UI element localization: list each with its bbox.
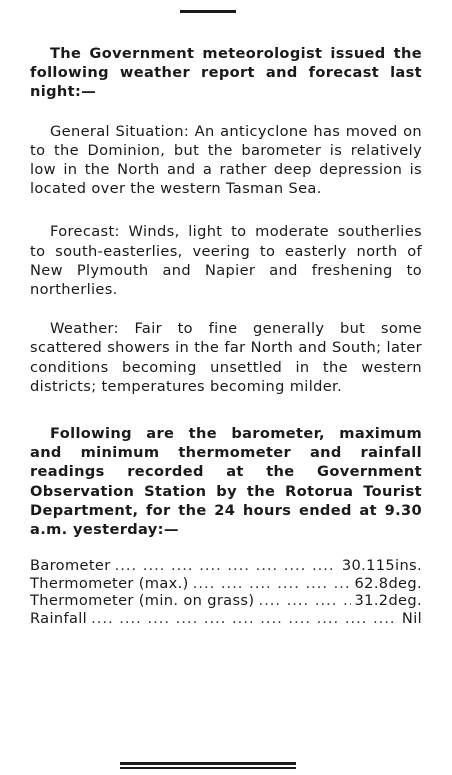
- reading-value: Nil: [401, 610, 422, 628]
- readings-intro-paragraph: Following are the barometer, maximum and minimum thermometer and rainfall readings recorded at the Government Observation Station by the Rotorua Tourist Department, for the 24 hours ended at 9.30 a.m. yesterday:—: [30, 425, 422, 539]
- reading-row-rainfall: [30, 610, 422, 628]
- weather-paragraph: Weather: Fair to fine generally but some scattered showers in the far North and South; later conditions becoming unsettled in the western districts; temperatures becoming milder.: [30, 320, 422, 395]
- reading-row-thermometer-min: [30, 592, 422, 610]
- leader-dots: [258, 592, 350, 610]
- leader-dots: [91, 610, 398, 628]
- reading-label: Thermometer (min. on grass): [30, 592, 255, 610]
- reading-label: Rainfall: [30, 610, 88, 628]
- weather-report-article: [30, 44, 422, 628]
- bottom-rule: [120, 762, 296, 765]
- intro-paragraph: The Government meteorologist issued the following weather report and forecast last night:—: [30, 45, 422, 101]
- general-situation-paragraph: General Situation: An anticyclone has moved on to the Dominion, but the barometer is relatively low in the North and a rather deep depression is located over the western Tasman Sea.: [30, 122, 422, 198]
- forecast-paragraph: Forecast: Winds, light to moderate southerlies to south-easterlies, veering to easterly north of New Plymouth and Napier and freshening to northerlies.: [30, 223, 422, 299]
- leader-dots: [193, 575, 351, 593]
- bottom-rule-thin: [120, 767, 296, 769]
- reading-value: 30.115ins.: [341, 557, 422, 575]
- reading-value: 62.8deg.: [354, 574, 422, 592]
- reading-label: Thermometer (max.): [30, 574, 189, 592]
- reading-row-barometer: [30, 557, 422, 575]
- top-rule: [180, 10, 236, 13]
- reading-label: Barometer: [30, 557, 111, 575]
- reading-row-thermometer-max: [30, 575, 422, 593]
- leader-dots: [115, 557, 338, 575]
- readings-list: [30, 557, 422, 627]
- reading-value: 31.2deg.: [354, 592, 422, 610]
